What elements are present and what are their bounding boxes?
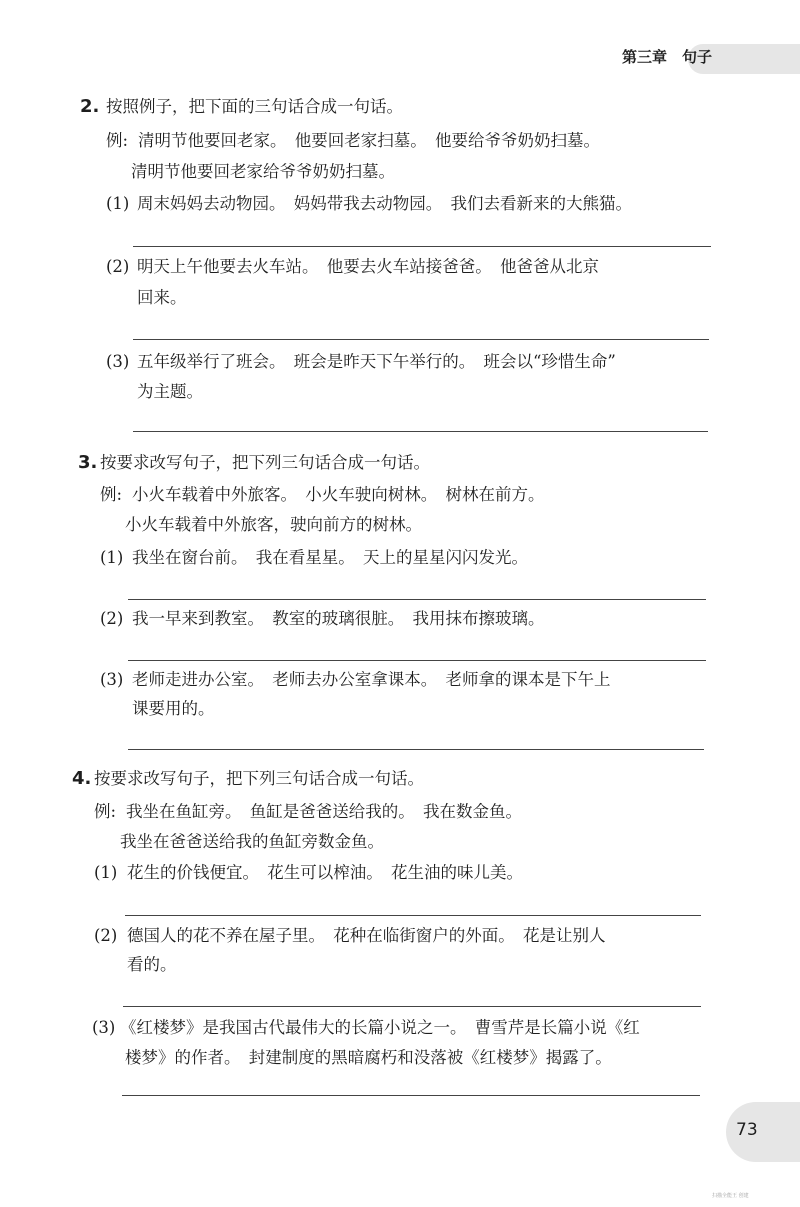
item-text: 楼梦》的作者。 封建制度的黑暗腐朽和没落被《红楼梦》揭露了。 bbox=[125, 1048, 612, 1067]
item-text: 我一早来到教室。 教室的玻璃很脏。 我用抹布擦玻璃。 bbox=[132, 609, 545, 628]
exercise-instruction: 按要求改写句子，把下列三句话合成一句话。 bbox=[94, 769, 424, 788]
answer-line[interactable] bbox=[125, 915, 701, 916]
exercise-instruction: 按照例子，把下面的三句话合成一句话。 bbox=[106, 97, 403, 116]
answer-line[interactable] bbox=[122, 1095, 700, 1096]
item-text: 为主题。 bbox=[137, 382, 203, 401]
item-label: (1) bbox=[100, 548, 124, 567]
exercise-number: 4. bbox=[72, 768, 92, 789]
item-label: (2) bbox=[106, 257, 130, 276]
answer-line[interactable] bbox=[133, 339, 709, 340]
answer-line[interactable] bbox=[133, 246, 711, 247]
item-label: (3) bbox=[92, 1018, 116, 1037]
exercise-instruction: 按要求改写句子，把下列三句话合成一句话。 bbox=[100, 453, 430, 472]
answer-line[interactable] bbox=[133, 431, 708, 432]
example-sentences: 我坐在鱼缸旁。 鱼缸是爸爸送给我的。 我在数金鱼。 bbox=[126, 802, 522, 821]
item-label: (2) bbox=[100, 609, 124, 628]
answer-line[interactable] bbox=[128, 749, 704, 750]
exercise-number: 2. bbox=[80, 96, 100, 117]
example-answer: 清明节他要回老家给爷爷奶奶扫墓。 bbox=[131, 162, 395, 181]
item-text: 周末妈妈去动物园。 妈妈带我去动物园。 我们去看新来的大熊猫。 bbox=[137, 194, 632, 213]
item-label: (3) bbox=[100, 670, 124, 689]
exercise-number: 3. bbox=[78, 452, 98, 473]
scanner-watermark: 扫描全能王 创建 bbox=[712, 1193, 749, 1199]
item-text: 明天上午他要去火车站。 他要去火车站接爸爸。 他爸爸从北京 bbox=[137, 257, 599, 276]
item-text: 课要用的。 bbox=[132, 699, 215, 718]
example-answer: 我坐在爸爸送给我的鱼缸旁数金鱼。 bbox=[120, 832, 384, 851]
page-number: 73 bbox=[736, 1120, 758, 1140]
example-sentences: 小火车载着中外旅客。 小火车驶向树林。 树林在前方。 bbox=[132, 485, 545, 504]
item-label: (1) bbox=[94, 863, 118, 882]
item-label: (2) bbox=[94, 926, 118, 945]
item-text: 花生的价钱便宜。 花生可以榨油。 花生油的味儿美。 bbox=[127, 863, 523, 882]
example-label: 例: bbox=[106, 131, 129, 150]
item-label: (1) bbox=[106, 194, 130, 213]
example-label: 例: bbox=[94, 802, 117, 821]
example-label: 例: bbox=[100, 485, 123, 504]
item-label: (3) bbox=[106, 352, 130, 371]
item-text: 德国人的花不养在屋子里。 花种在临街窗户的外面。 花是让别人 bbox=[127, 926, 606, 945]
answer-line[interactable] bbox=[128, 599, 706, 600]
item-text: 我坐在窗台前。 我在看星星。 天上的星星闪闪发光。 bbox=[132, 548, 528, 567]
item-text: 回来。 bbox=[137, 288, 187, 307]
item-text: 看的。 bbox=[127, 955, 177, 974]
item-text: 老师走进办公室。 老师去办公室拿课本。 老师拿的课本是下午上 bbox=[132, 670, 611, 689]
chapter-title: 第三章 句子 bbox=[622, 48, 713, 66]
item-text: 《红楼梦》是我国古代最伟大的长篇小说之一。 曹雪芹是长篇小说《红 bbox=[120, 1018, 640, 1037]
answer-line[interactable] bbox=[128, 660, 706, 661]
example-sentences: 清明节他要回老家。 他要回老家扫墓。 他要给爷爷奶奶扫墓。 bbox=[138, 131, 600, 150]
answer-line[interactable] bbox=[123, 1006, 701, 1007]
item-text: 五年级举行了班会。 班会是昨天下午举行的。 班会以“珍惜生命” bbox=[137, 352, 616, 371]
example-answer: 小火车载着中外旅客，驶向前方的树林。 bbox=[125, 515, 422, 534]
